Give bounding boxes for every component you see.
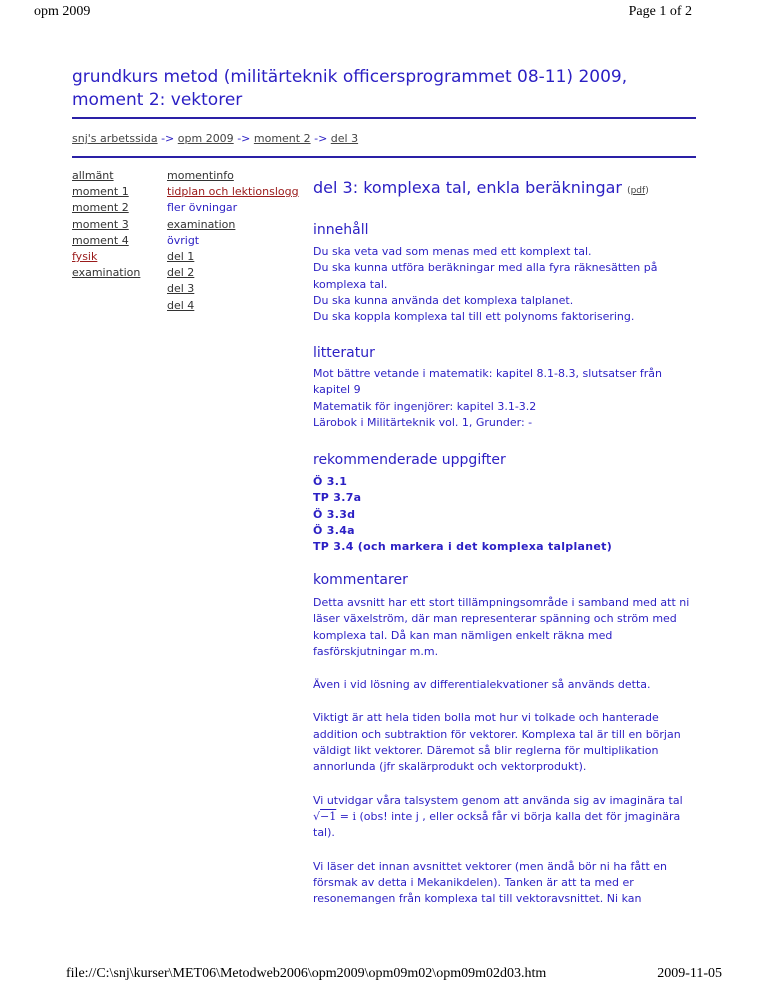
heading-kommentarer: kommentarer (313, 572, 408, 588)
section-title (313, 178, 649, 197)
pdf-open-paren: ( (627, 186, 631, 196)
heading-innehall: innehåll (313, 222, 369, 238)
breadcrumb-link-snj[interactable]: snj's arbetssida (72, 132, 158, 145)
nav-moment (167, 168, 299, 314)
nav-item-moment-4[interactable]: moment 4 (72, 233, 129, 247)
task-item: TP 3.7a (313, 491, 362, 505)
nav-sections (72, 168, 140, 281)
nav-item-allmant[interactable]: allmänt (72, 169, 114, 182)
breadcrumb-divider (72, 156, 696, 158)
breadcrumb-separator: -> (314, 132, 328, 145)
nav-item-del-4[interactable]: del 4 (167, 298, 195, 312)
litteratur-line: Matematik för ingenjörer: kapitel 3.1-3.2 (313, 399, 537, 413)
nav-item-moment-2[interactable]: moment 2 (72, 201, 129, 215)
kommentar-paragraph: Detta avsnitt har ett stort tillämpningsområde i samband med att ni läser växelström, där man representerar spänning och ström med komplexa tal. Då kan man nämligen enkelt räkna med fasförskjutningar m.m. (313, 596, 690, 658)
pdf-close-paren: ) (645, 186, 649, 196)
task-item: TP 3.4 (och markera i det komplexa talplanet) (313, 540, 613, 554)
innehall-line: Du ska koppla komplexa tal till ett polynoms faktorisering. (313, 310, 635, 324)
print-header-left: opm 2009 (34, 4, 91, 19)
nav-item-momentinfo[interactable]: momentinfo (167, 169, 234, 182)
nav-item-del-3[interactable]: del 3 (167, 282, 195, 296)
equals-i: = i (336, 809, 356, 823)
innehall-line: Du ska kunna använda det komplexa talplanet. (313, 293, 574, 307)
nav-item-examination[interactable]: examination (72, 266, 141, 280)
breadcrumb-link-moment[interactable]: moment 2 (253, 132, 311, 145)
nav-item-fler-ovningar: fler övningar (167, 201, 238, 215)
task-item: Ö 3.3d (313, 507, 356, 521)
kommentar-paragraph-imaginary (313, 793, 693, 842)
litteratur-line: Lärobok i Militärteknik vol. 1, Grunder: - (313, 415, 533, 429)
heading-uppgifter: rekommenderade uppgifter (313, 452, 506, 468)
innehall-body (313, 244, 693, 325)
pdf-link[interactable]: pdf (630, 186, 646, 196)
kommentar-paragraph: Viktigt är att hela tiden bolla mot hur vi tolkade och hanterade addition och subtraktion för vektorer. Komplexa tal är till en början väldigt likt vektorer. Däremot så blir reglerna för multiplikation annorlunda (jfr skalärprodukt och vektorprodukt). (313, 711, 681, 774)
innehall-line: Du ska kunna utföra beräkningar med alla fyra räknesätten på komplexa tal. (313, 261, 658, 291)
sqrt-argument: −1 (320, 809, 337, 823)
sqrt-sign: √ (313, 809, 321, 823)
innehall-line: Du ska veta vad som menas med ett komplext tal. (313, 245, 592, 258)
breadcrumb-separator: -> (161, 132, 175, 145)
print-footer-path: file://C:\snj\kurser\MET06\Metodweb2006\opm2009\opm09m02\opm09m02d03.htm (66, 966, 547, 981)
kommentar-text: Vi utvidgar våra talsystem genom att använda sig av imaginära tal (313, 793, 683, 807)
pdf-link-wrapper (627, 186, 649, 196)
nav-item-del-1[interactable]: del 1 (167, 250, 195, 264)
page-title: grundkurs metod (militärteknik officersprogrammet 08-11) 2009, moment 2: vektorer (72, 67, 628, 110)
uppgifter-list (313, 474, 693, 555)
nav-item-del-2[interactable]: del 2 (167, 266, 195, 280)
title-divider (72, 117, 696, 119)
nav-item-moment-1[interactable]: moment 1 (72, 185, 129, 199)
breadcrumb-separator: -> (237, 132, 251, 145)
print-footer-date: 2009-11-05 (657, 966, 722, 981)
task-item: Ö 3.4a (313, 523, 355, 537)
heading-litteratur: litteratur (313, 345, 375, 361)
section-title-text: del 3: komplexa tal, enkla beräkningar (313, 178, 622, 197)
nav-item-fysik[interactable]: fysik (72, 250, 98, 264)
kommentarer-body (313, 595, 693, 907)
nav-item-moment-3[interactable]: moment 3 (72, 217, 129, 231)
litteratur-line: Mot bättre vetande i matematik: kapitel 8.1-8.3, slutsatser från kapitel 9 (313, 367, 662, 397)
kommentar-paragraph: Även i vid lösning av differentialekvationer så används detta. (313, 678, 651, 692)
nav-item-ovrigt: övrigt (167, 233, 200, 247)
breadcrumb (72, 132, 358, 145)
sqrt-minus-one-formula (313, 810, 356, 823)
kommentar-paragraph: Vi läser det innan avsnittet vektorer (men ändå bör ni ha fått en försmak av detta i Mekanikdelen). Tanken är att ta med er resonemangen från komplexa tal till vektoravsnittet. Ni kan (313, 859, 668, 906)
task-item: Ö 3.1 (313, 475, 348, 488)
nav-item-tidplan[interactable]: tidplan och lektionslogg (167, 185, 299, 199)
litteratur-body (313, 366, 693, 431)
breadcrumb-link-del[interactable]: del 3 (330, 132, 359, 145)
print-header-right: Page 1 of 2 (628, 4, 692, 19)
nav-item-examination-moment[interactable]: examination (167, 217, 236, 231)
kommentar-text: (obs! inte j , eller också får vi börja kalla det för jmaginära tal). (313, 809, 681, 840)
breadcrumb-link-opm[interactable]: opm 2009 (177, 132, 234, 145)
